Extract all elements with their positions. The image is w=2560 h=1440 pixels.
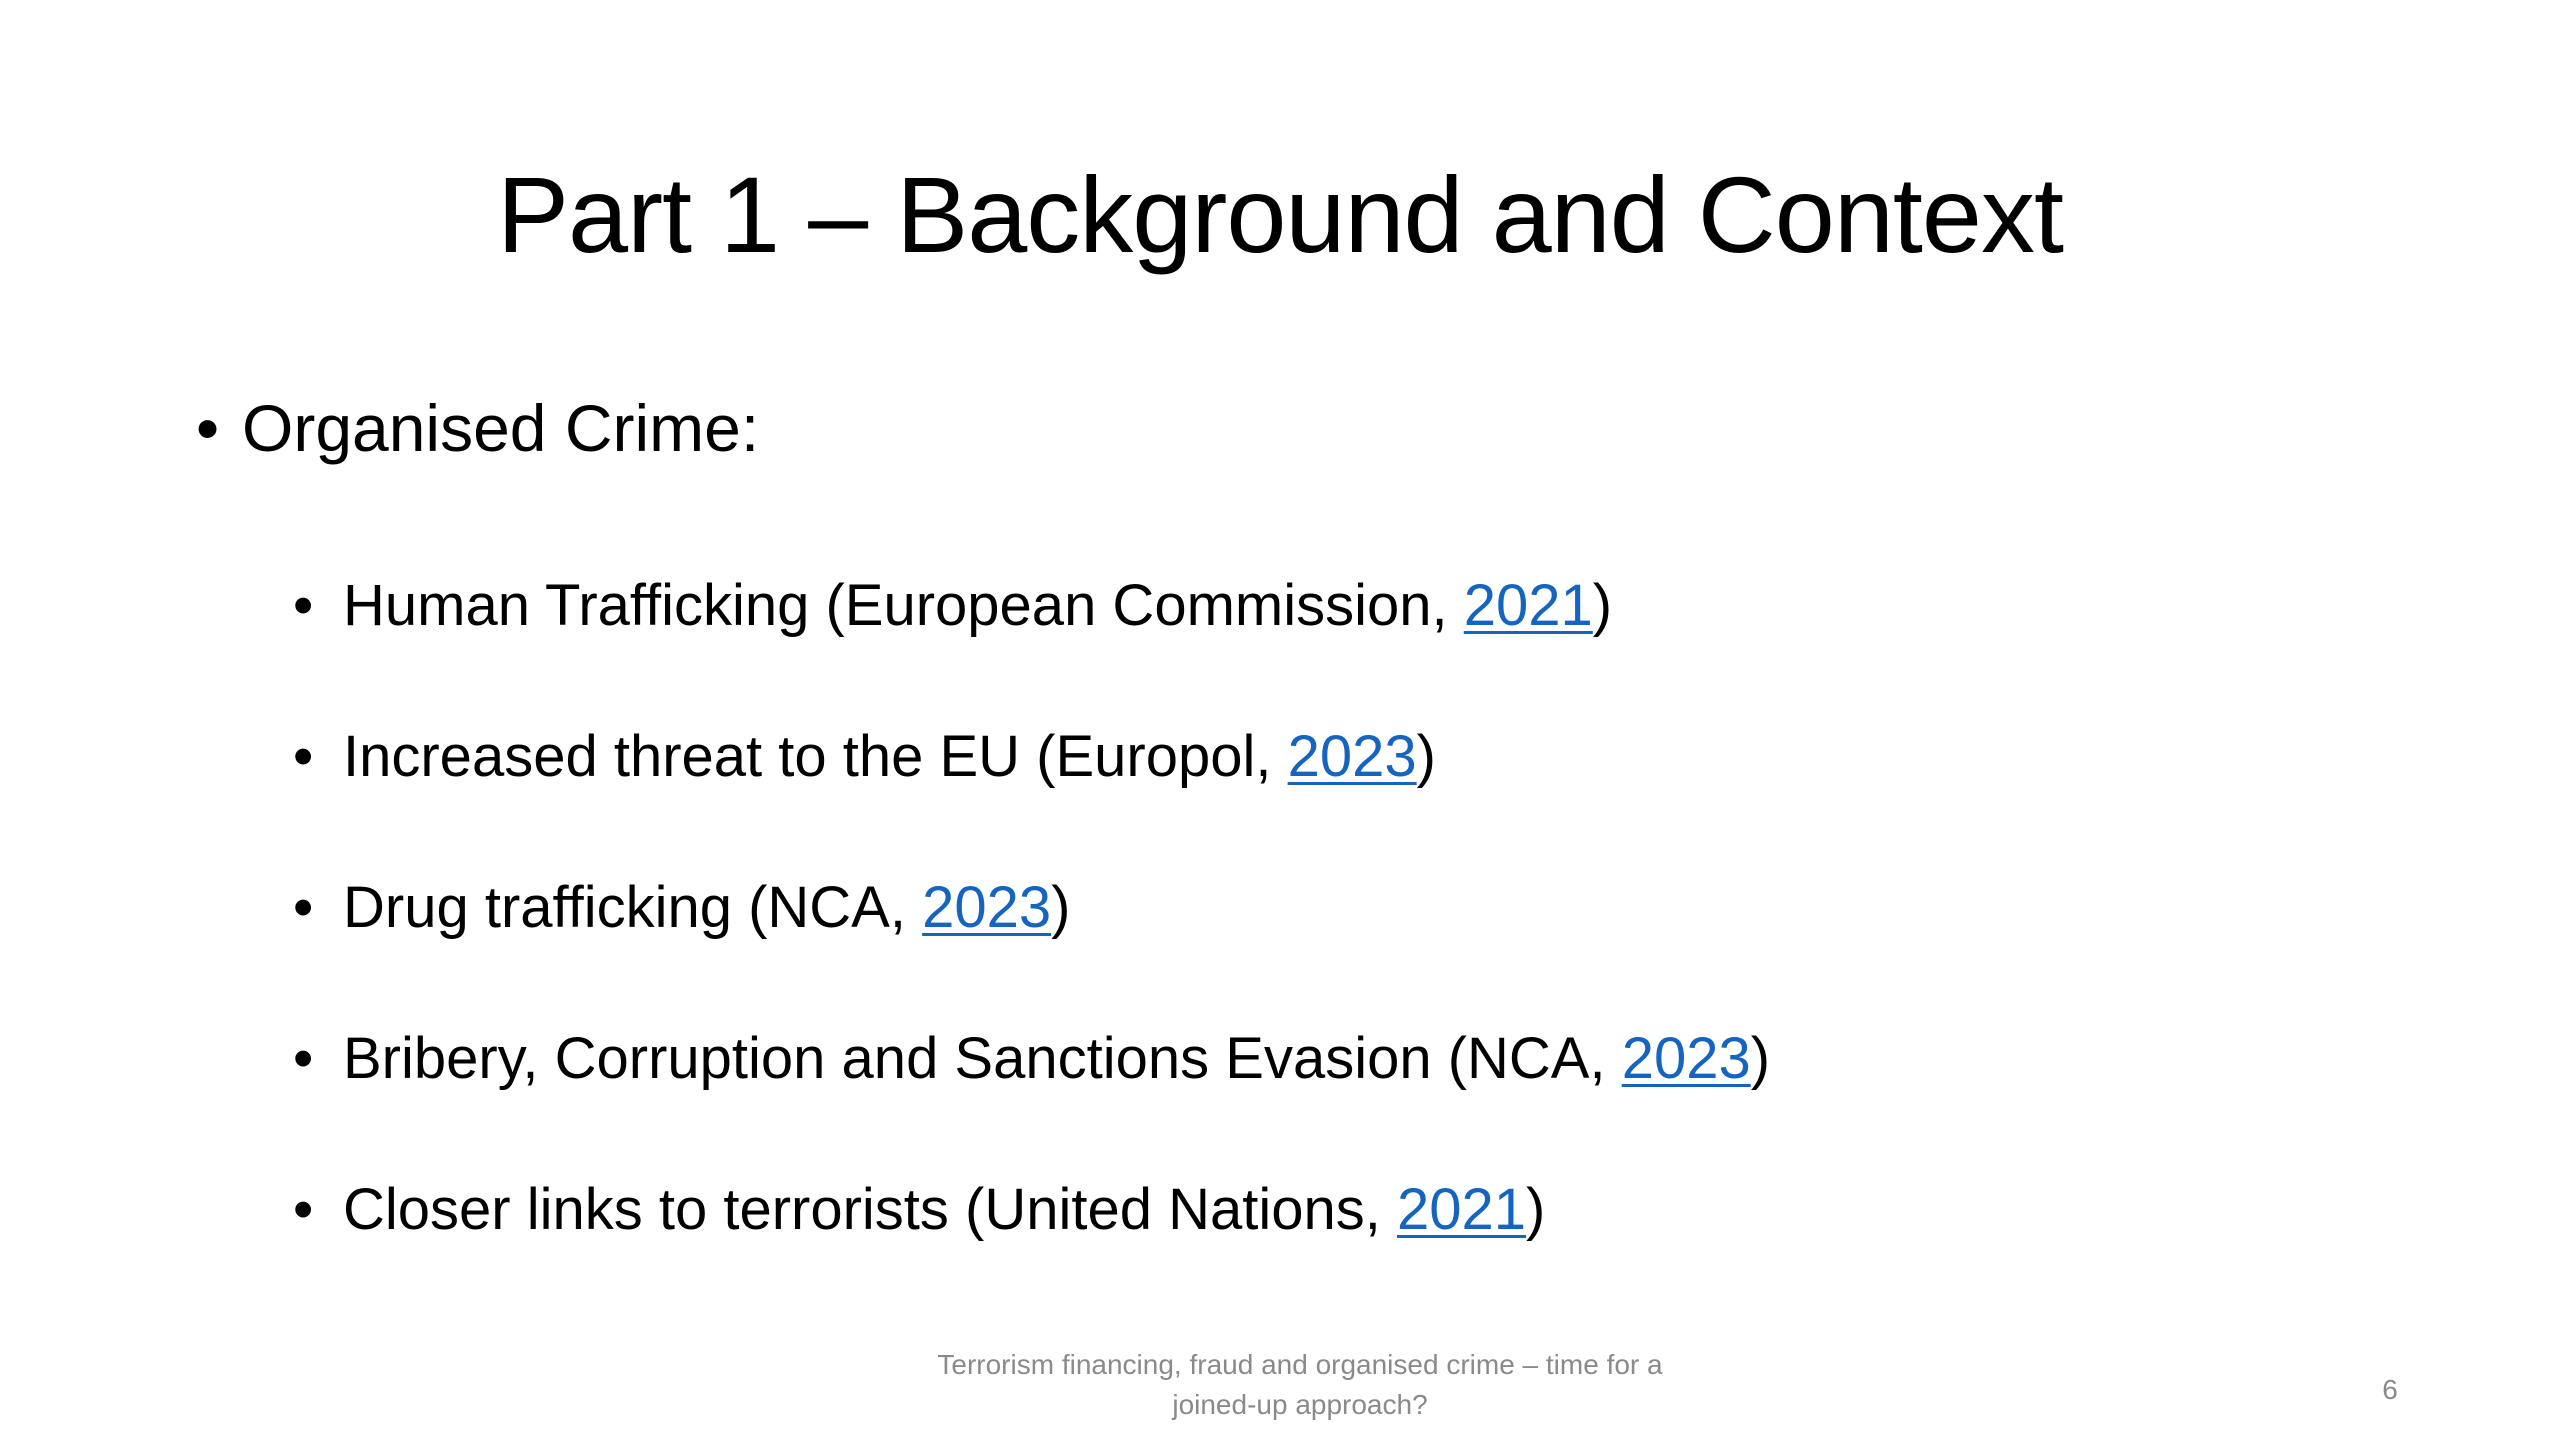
- bullet-marker: •: [196, 391, 220, 465]
- sub-bullet-suffix: ): [1416, 724, 1436, 789]
- main-bullet-text: Organised Crime:: [242, 391, 760, 465]
- sub-bullet-text: Closer links to terrorists (United Nations,: [343, 1177, 1397, 1242]
- sub-bullet-drug-trafficking: [293, 872, 1770, 1023]
- sub-bullet-increased-threat: [293, 721, 1770, 872]
- citation-link[interactable]: 2023: [1621, 1026, 1751, 1091]
- citation-link[interactable]: 2023: [1287, 724, 1417, 789]
- sub-bullet-text: Human Trafficking (European Commission,: [343, 573, 1464, 638]
- citation-link[interactable]: 2023: [922, 875, 1052, 940]
- sub-bullet-human-trafficking: [293, 570, 1770, 721]
- sub-bullet-text: Increased threat to the EU (Europol,: [343, 724, 1288, 789]
- citation-link[interactable]: 2021: [1463, 573, 1593, 638]
- slide-footer: [880, 1345, 1720, 1425]
- page-number: 6: [2382, 1374, 2398, 1405]
- sub-bullet-text: Drug trafficking (NCA,: [343, 875, 923, 940]
- sub-bullet-list: [293, 570, 1770, 1325]
- sub-bullet-bribery: [293, 1023, 1770, 1174]
- footer-line-1: Terrorism financing, fraud and organised crime – time for a: [937, 1349, 1663, 1380]
- bullet-marker: •: [293, 573, 314, 638]
- sub-bullet-suffix: ): [1592, 573, 1613, 638]
- bullet-marker: •: [293, 724, 314, 789]
- bullet-marker: •: [293, 1177, 314, 1242]
- sub-bullet-suffix: ): [1051, 875, 1071, 940]
- main-bullet: [196, 388, 759, 468]
- sub-bullet-suffix: ): [1526, 1177, 1546, 1242]
- sub-bullet-suffix: ): [1750, 1026, 1771, 1091]
- citation-link[interactable]: 2021: [1397, 1177, 1527, 1242]
- bullet-marker: •: [293, 875, 314, 940]
- bullet-marker: •: [293, 1026, 314, 1091]
- sub-bullet-text: Bribery, Corruption and Sanctions Evasion (NCA,: [343, 1026, 1622, 1091]
- sub-bullet-terrorist-links: [293, 1174, 1770, 1325]
- slide-title: Part 1 – Background and Context: [496, 154, 2063, 275]
- footer-line-2: joined-up approach?: [1172, 1389, 1428, 1420]
